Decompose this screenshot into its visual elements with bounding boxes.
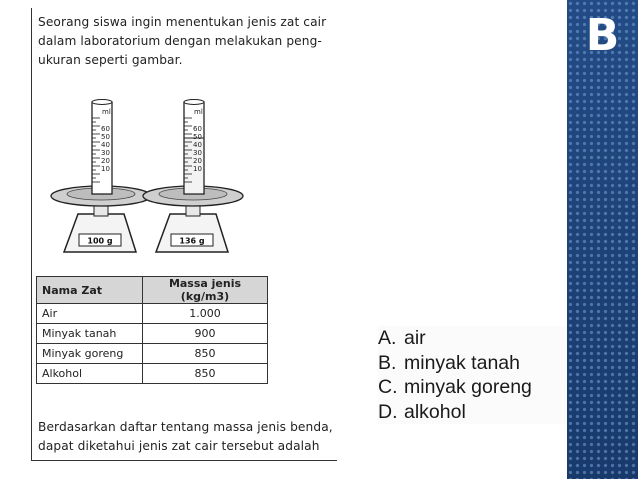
question-intro	[38, 13, 334, 70]
right-tick-label: 10	[193, 165, 202, 173]
right-apparatus	[143, 100, 243, 253]
question-card	[31, 8, 337, 461]
table-row	[37, 304, 268, 324]
left-scale-reading: 100 g	[87, 236, 113, 246]
option-c[interactable]	[378, 375, 568, 400]
density-table	[36, 276, 268, 384]
option-letter: D.	[378, 400, 398, 423]
left-tick-label: 40	[101, 141, 110, 149]
right-cylinder-rim	[184, 100, 204, 105]
left-tick-label: 30	[101, 149, 110, 157]
measurement-figure	[44, 92, 304, 262]
left-tick-label: 10	[101, 165, 110, 173]
left-apparatus	[51, 100, 151, 253]
right-tick-label: 20	[193, 157, 202, 165]
left-tick-label: 50	[101, 133, 110, 141]
table-cell-density: 850	[143, 364, 268, 384]
right-unit-label: ml	[194, 108, 203, 116]
option-letter: A.	[378, 327, 397, 349]
right-tick-label: 40	[193, 141, 202, 149]
left-cylinder-rim	[92, 100, 112, 105]
option-text: alkohol	[404, 400, 466, 423]
option-text: minyak tanah	[404, 351, 520, 374]
answer-panel	[567, 0, 638, 479]
intro-line: Seorang siswa ingin menentukan jenis zat cair	[38, 15, 327, 29]
answer-letter: B	[585, 10, 620, 61]
table-cell-name: Alkohol	[37, 364, 143, 384]
option-b[interactable]	[378, 351, 568, 376]
option-letter: B.	[378, 351, 397, 374]
left-unit-label: ml	[102, 108, 111, 116]
intro-line: dalam laboratorium dengan melakukan peng-	[38, 34, 322, 48]
closing-line: dapat diketahui jenis zat cair tersebut adalah	[38, 439, 320, 453]
option-text: minyak goreng	[404, 376, 532, 398]
closing-line: Berdasarkan daftar tentang massa jenis benda,	[38, 420, 333, 434]
right-scale-reading: 136 g	[179, 236, 205, 246]
left-tick-label: 20	[101, 157, 110, 165]
option-a[interactable]	[378, 326, 568, 351]
table-header-name: Nama Zat	[37, 277, 143, 304]
right-tick-label: 60	[193, 125, 202, 133]
table-cell-name: Minyak tanah	[37, 324, 143, 344]
table-row	[37, 344, 268, 364]
left-tick-label: 60	[101, 125, 110, 133]
answer-options	[378, 326, 568, 424]
right-tick-label: 50	[193, 133, 202, 141]
intro-line: ukuran seperti gambar.	[38, 53, 183, 67]
option-d[interactable]	[378, 400, 568, 425]
table-cell-density: 1.000	[143, 304, 268, 324]
table-cell-density: 900	[143, 324, 268, 344]
right-tick-label: 30	[193, 149, 202, 157]
table-header-density: Massa jenis (kg/m3)	[143, 277, 268, 304]
option-letter: C.	[378, 376, 398, 398]
table-header-row	[37, 277, 268, 304]
option-text: air	[404, 327, 426, 349]
table-cell-name: Minyak goreng	[37, 344, 143, 364]
table-row	[37, 324, 268, 344]
table-row	[37, 364, 268, 384]
table-cell-name: Air	[37, 304, 143, 324]
table-cell-density: 850	[143, 344, 268, 364]
question-closing	[38, 418, 334, 456]
